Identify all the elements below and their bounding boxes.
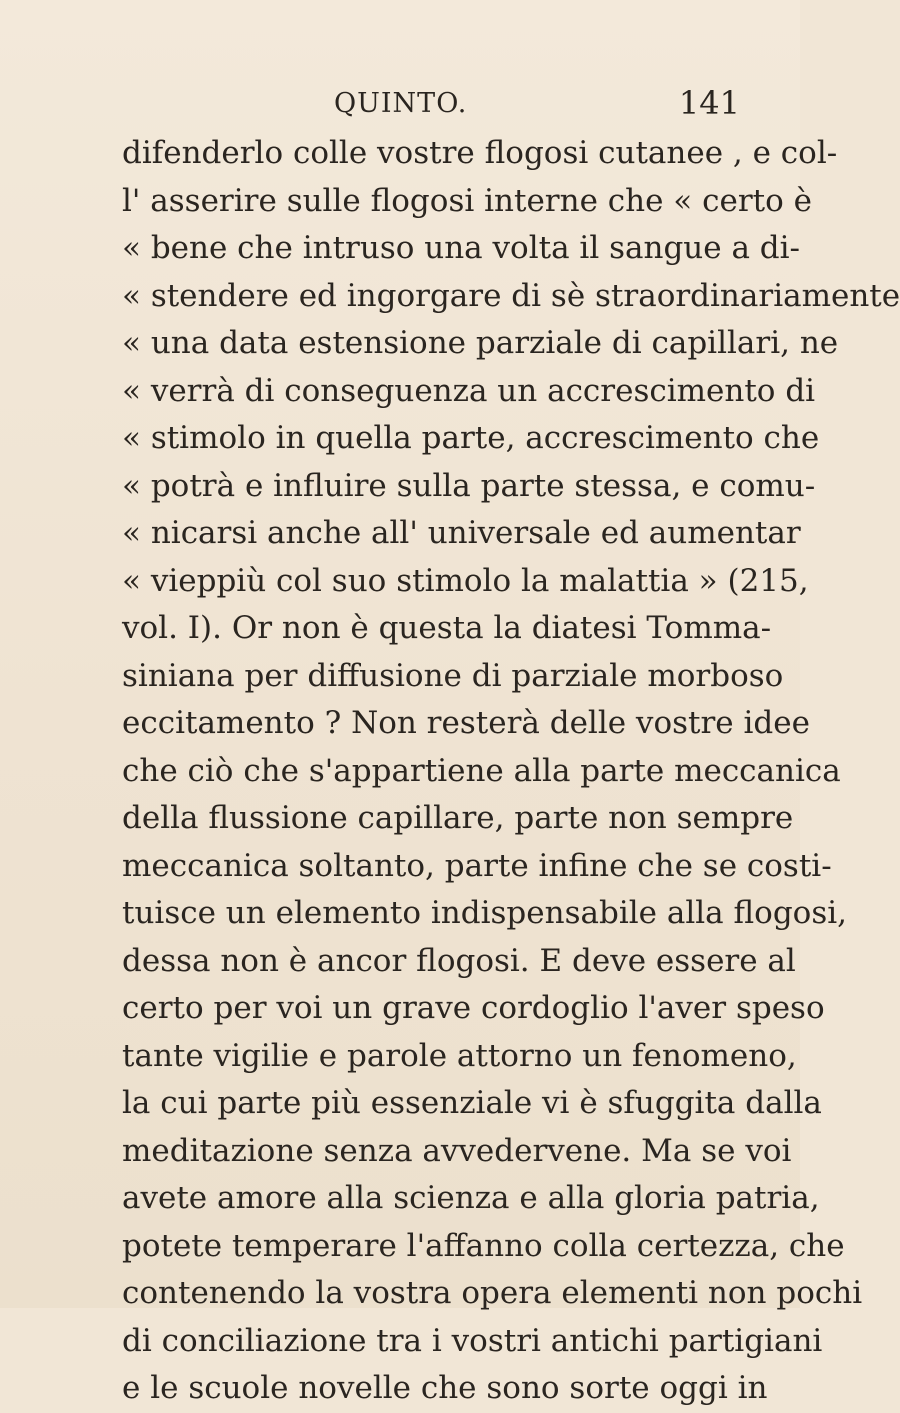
text-line: e le scuole novelle che sono sorte oggi in [122, 1370, 768, 1406]
text-line: tuisce un elemento indispensabile alla flogosi, [122, 895, 848, 931]
text-line: potete temperare l'affanno colla certezza, che [122, 1227, 845, 1264]
text-line: eccitamento ? Non resterà delle vostre idee [122, 705, 810, 741]
text-line: « verrà di conseguenza un accrescimento di [122, 372, 816, 409]
text-line: « bene che intruso una volta il sangue a di- [122, 230, 801, 266]
text-line: certo per voi un grave cordoglio l'aver speso [122, 990, 825, 1026]
text-line: vol. I). Or non è questa la diatesi Tomma- [122, 610, 772, 646]
page-number: 141 [678, 84, 740, 122]
text-line: « una data estensione parziale di capillari, ne [122, 325, 839, 361]
text-line: « vieppiù col suo stimolo la malattia » (215, [122, 562, 809, 599]
text-line: meccanica soltanto, parte infine che se costi- [122, 847, 832, 884]
text-line: « nicarsi anche all' universale ed aumentar [122, 515, 801, 551]
text-line: contenendo la vostra opera elementi non pochi [122, 1275, 863, 1311]
body-text [122, 130, 900, 1413]
text-line: meditazione senza avvedervene. Ma se voi [122, 1132, 792, 1169]
text-line: che ciò che s'appartiene alla parte meccanica [122, 752, 841, 789]
running-head [120, 84, 740, 124]
text-line: l' asserire sulle flogosi interne che « certo è [122, 182, 812, 219]
text-line: la cui parte più essenziale vi è sfuggita dalla [122, 1085, 822, 1121]
text-line: della flussione capillare, parte non sempre [122, 800, 794, 836]
text-line: di conciliazione tra i vostri antichi partigiani [122, 1322, 823, 1359]
text-line: dessa non è ancor flogosi. E deve essere al [122, 942, 796, 979]
running-title: QUINTO. [334, 88, 468, 119]
text-line: « stimolo in quella parte, accrescimento che [122, 420, 820, 456]
text-line: avete amore alla scienza e alla gloria patria, [122, 1180, 820, 1216]
text-line: « stendere ed ingorgare di sè straordinariamente [122, 277, 900, 314]
text-line: « potrà e influire sulla parte stessa, e comu- [122, 467, 816, 504]
text-line: siniana per diffusione di parziale morboso [122, 657, 784, 694]
text-line: difenderlo colle vostre flogosi cutanee , e col- [122, 135, 838, 171]
text-line: tante vigilie e parole attorno un fenomeno, [122, 1037, 797, 1074]
